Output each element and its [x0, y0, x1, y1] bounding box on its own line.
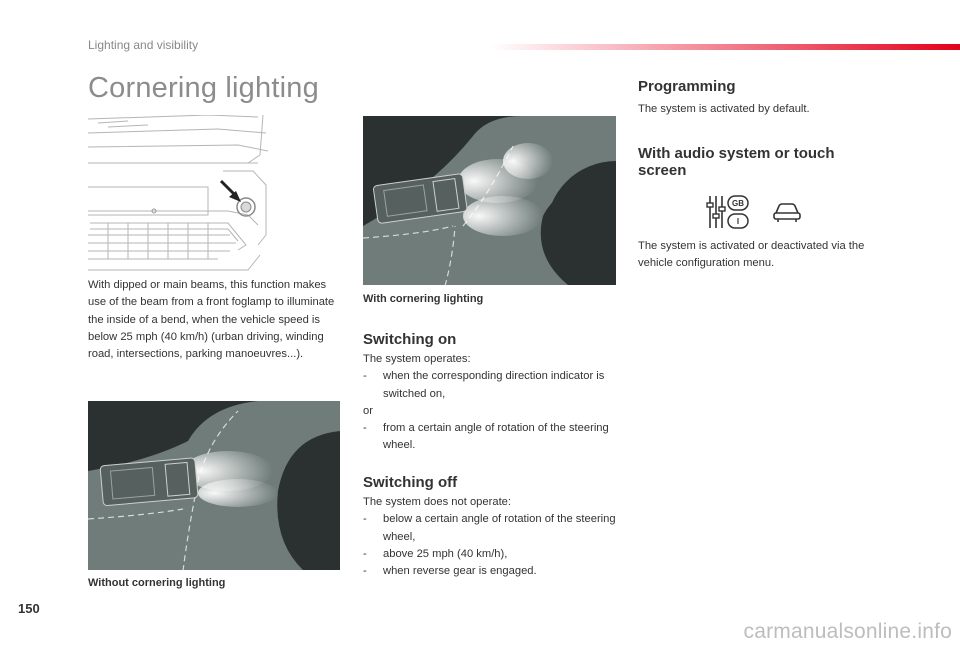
- without-cornering-caption: Without cornering lighting: [88, 577, 226, 589]
- language-badge-bottom: I: [736, 217, 740, 226]
- switching-on-section: [363, 351, 618, 455]
- header-accent-bar: [490, 44, 960, 50]
- switching-on-intro: The system operates:: [363, 353, 471, 365]
- programming-heading: Programming: [638, 78, 736, 95]
- page-title: Cornering lighting: [88, 72, 319, 104]
- switching-off-item: - below a certain angle of rotation of the steering wheel,: [363, 511, 618, 546]
- section-label: Lighting and visibility: [88, 38, 199, 52]
- settings-sliders-icon: [703, 194, 753, 230]
- audio-heading: With audio system or touch screen: [638, 145, 835, 179]
- switching-on-item: - from a certain angle of rotation of the steering wheel.: [363, 420, 618, 455]
- switching-off-item: - when reverse gear is engaged.: [363, 563, 618, 580]
- language-badge-top: GB: [732, 199, 744, 208]
- bumper-illustration: [88, 115, 268, 275]
- audio-text: The system is activated or deactivated via the vehicle configuration menu.: [638, 240, 865, 270]
- switching-off-heading: Switching off: [363, 474, 458, 491]
- switching-on-or: or: [363, 404, 373, 417]
- vehicle-settings-icon: [772, 201, 802, 223]
- switching-off-item: - above 25 mph (40 km/h),: [363, 546, 618, 563]
- switching-on-heading: Switching on: [363, 331, 457, 348]
- with-cornering-image: [363, 116, 616, 285]
- switching-off-intro: The system does not operate:: [363, 496, 512, 508]
- programming-text: The system is activated by default.: [638, 103, 810, 115]
- watermark: carmanualsonline.info: [743, 620, 952, 643]
- switching-off-section: [363, 494, 618, 580]
- page-number: 150: [18, 601, 40, 616]
- intro-paragraph: With dipped or main beams, this function makes use of the beam from a front foglamp to illuminate the inside of a bend, when the vehicle speed is below 25 mph (40 km/h) (urban driving, winding road, intersections, parking manoeuvres...).: [88, 279, 335, 361]
- without-cornering-image: [88, 401, 340, 570]
- with-cornering-caption: With cornering lighting: [363, 293, 484, 305]
- switching-on-item: - when the corresponding direction indicator is switched on,: [363, 368, 618, 403]
